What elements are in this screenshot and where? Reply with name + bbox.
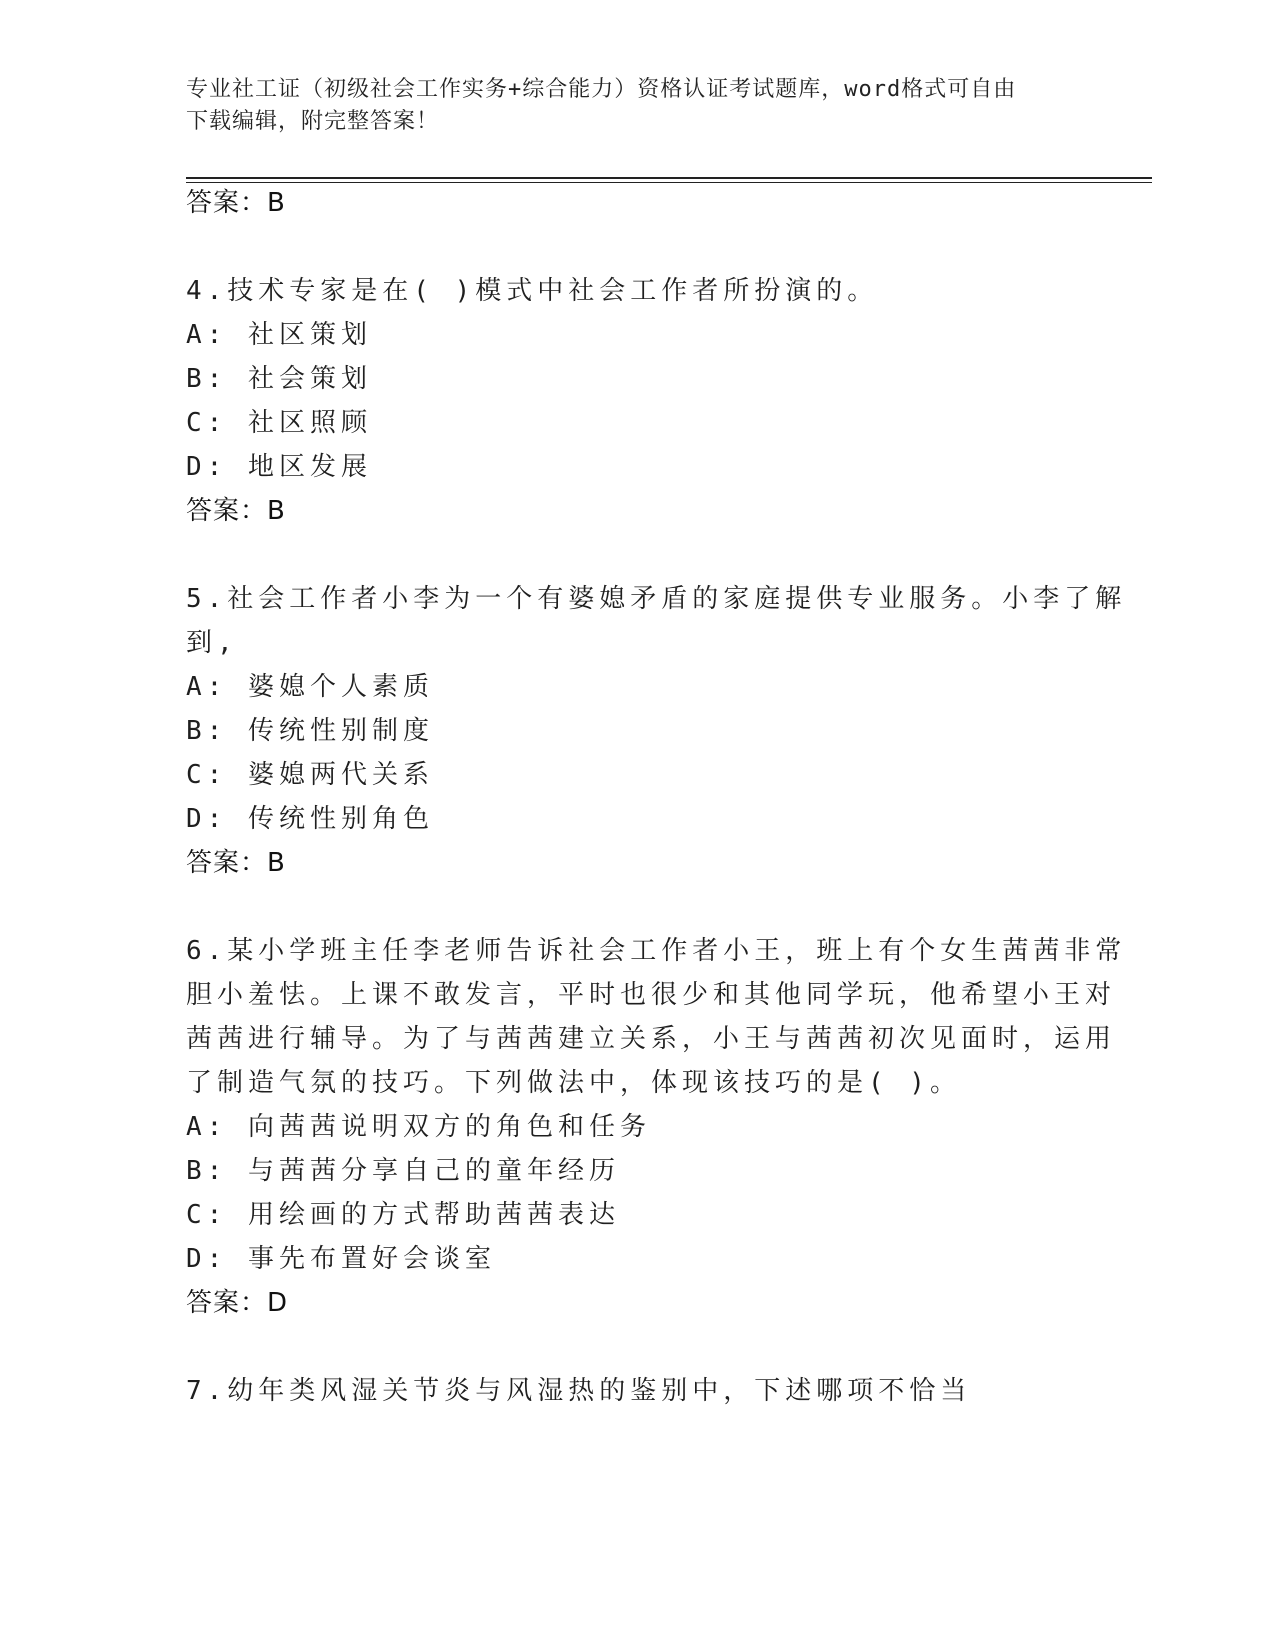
question-5-answer: 答案：B	[186, 848, 286, 878]
answer-q3: 答案：B	[186, 188, 286, 218]
question-5-option-a: A: 婆媳个人素质	[186, 672, 434, 702]
document-header	[186, 74, 1086, 138]
question-5-stem-line-2: 到,	[186, 628, 238, 658]
question-6-stem-line-1: 6.某小学班主任李老师告诉社会工作者小王，班上有个女生茜茜非常	[186, 936, 1127, 966]
question-6-stem-line-4: 了制造气氛的技巧。下列做法中，体现该技巧的是( )。	[186, 1068, 961, 1098]
question-5-option-c: C: 婆媳两代关系	[186, 760, 434, 790]
question-4-option-d: D: 地区发展	[186, 452, 372, 482]
question-4-option-a: A: 社区策划	[186, 320, 372, 350]
header-line-1: 专业社工证（初级社会工作实务+综合能力）资格认证考试题库，word格式可自由	[186, 77, 1017, 102]
question-6-option-d: D: 事先布置好会谈室	[186, 1244, 496, 1274]
question-4-option-c: C: 社区照顾	[186, 408, 372, 438]
question-6-stem-line-3: 茜茜进行辅导。为了与茜茜建立关系，小王与茜茜初次见面时，运用	[186, 1024, 1117, 1054]
question-5-option-b: B: 传统性别制度	[186, 716, 434, 746]
header-divider-thin	[186, 182, 1152, 183]
question-6-answer: 答案：D	[186, 1288, 289, 1318]
question-4-option-b: B: 社会策划	[186, 364, 372, 394]
header-divider-thick	[186, 177, 1152, 179]
question-4-stem: 4.技术专家是在( )模式中社会工作者所扮演的。	[186, 276, 879, 306]
question-6-option-b: B: 与茜茜分享自己的童年经历	[186, 1156, 620, 1186]
question-6-option-c: C: 用绘画的方式帮助茜茜表达	[186, 1200, 620, 1230]
question-5-option-d: D: 传统性别角色	[186, 804, 434, 834]
header-line-2: 下载编辑，附完整答案！	[186, 109, 440, 134]
question-4-answer: 答案：B	[186, 496, 286, 526]
question-6-option-a: A: 向茜茜说明双方的角色和任务	[186, 1112, 651, 1142]
question-5-stem-line-1: 5.社会工作者小李为一个有婆媳矛盾的家庭提供专业服务。小李了解	[186, 584, 1127, 614]
question-6-stem-line-2: 胆小羞怯。上课不敢发言，平时也很少和其他同学玩，他希望小王对	[186, 980, 1117, 1010]
question-7-stem: 7.幼年类风湿关节炎与风湿热的鉴别中，下述哪项不恰当	[186, 1376, 972, 1406]
